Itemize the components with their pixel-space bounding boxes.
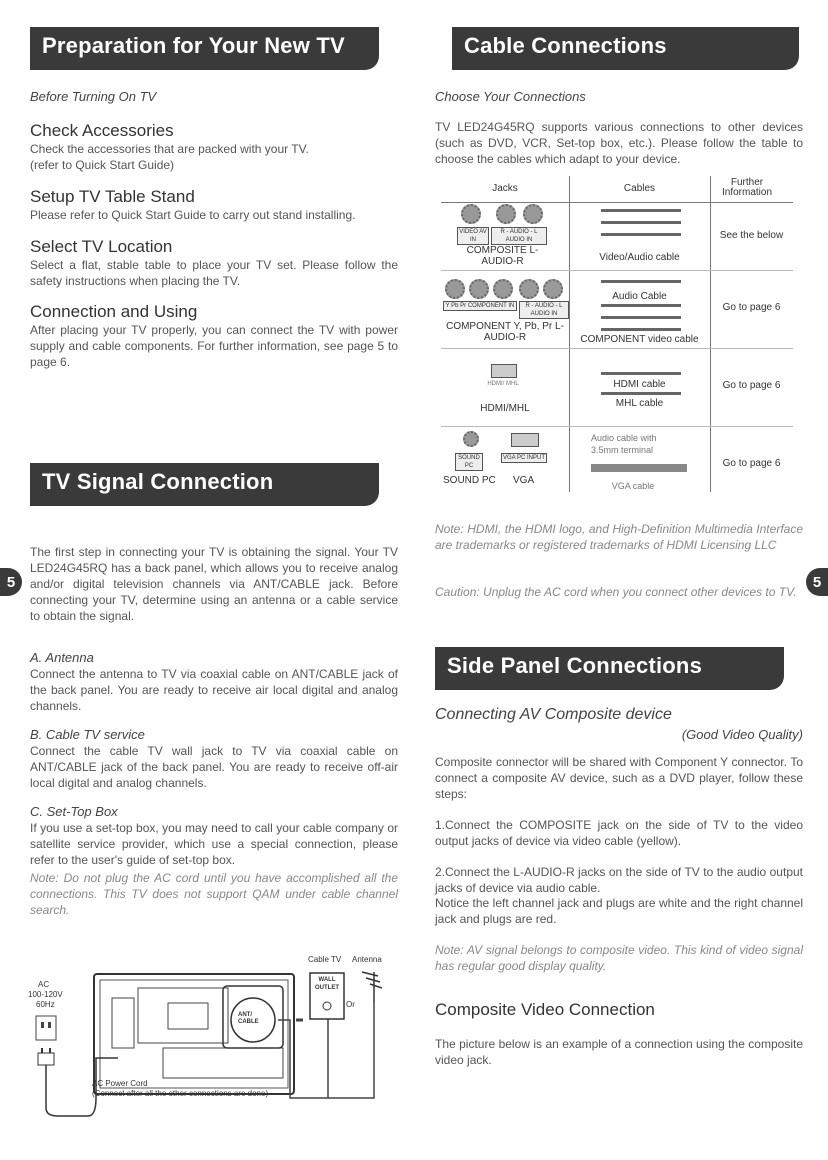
- audio-35-cable-label: Audio cable with 3.5mm terminal: [591, 433, 657, 455]
- audio-in-label: R - AUDIO - L AUDIO IN: [519, 301, 569, 319]
- r3-info: Go to page 6: [722, 380, 781, 391]
- composite-label: COMPOSITE L-AUDIO-R: [466, 245, 539, 267]
- sound-pc-port-label: SOUND PC: [455, 453, 483, 471]
- antenna-title: A. Antenna: [30, 650, 94, 665]
- or-label: Or: [346, 1000, 355, 1009]
- stand-title: Setup TV Table Stand: [30, 187, 195, 206]
- audio-cable-icon: [601, 221, 681, 224]
- video-cable-icon: [601, 209, 681, 212]
- header-further: Further Information: [721, 177, 773, 198]
- audio-cable-icon: [601, 233, 681, 236]
- pb-jack-icon: [469, 279, 489, 299]
- audio-r-jack-icon: [543, 279, 563, 299]
- stand-text: Please refer to Quick Start Guide to carry out stand installing.: [30, 208, 356, 222]
- av-intro-text: Composite connector will be shared with Component Y connector. To connect a composite AV device, such as a DVD player, follow these steps:: [435, 755, 803, 801]
- sound-pc-label: SOUND PC: [443, 475, 496, 486]
- row-divider: [441, 270, 793, 271]
- header-jacks: Jacks: [492, 183, 518, 194]
- hdmi-label: HDMI/MHL: [480, 403, 530, 414]
- step-2-notice: Notice the left channel jack and plugs are white and the right channel jack and plugs are red.: [435, 896, 803, 926]
- check-accessories-text: Check the accessories that are packed with your TV. (refer to Quick Start Guide): [30, 142, 309, 172]
- mhl-cable-label: MHL cable: [615, 398, 664, 409]
- r1-info: See the below: [719, 230, 784, 241]
- table-divider: [710, 176, 711, 492]
- cable-service-title: B. Cable TV service: [30, 727, 145, 742]
- wall-outlet-label: WALL OUTLET: [315, 977, 339, 991]
- banner-signal: TV Signal Connection: [30, 463, 379, 506]
- vga-cable-label: VGA cable: [611, 481, 655, 491]
- video-audio-cable-label: Video/Audio cable: [599, 252, 680, 263]
- vga-cable-icon: [591, 464, 687, 472]
- cable-service-text: Connect the cable TV wall jack to TV via coaxial cable on ANT/CABLE jack of the back panel. You are ready to receive off-air local digital and analog channels.: [30, 744, 398, 790]
- page-tab-left: 5: [0, 568, 22, 596]
- composite-video-title: Composite Video Connection: [435, 1000, 655, 1019]
- location-title: Select TV Location: [30, 237, 173, 256]
- hdmi-cable-label: HDMI cable: [613, 379, 666, 390]
- vga-label: VGA: [513, 475, 535, 486]
- audio-r-jack-icon: [523, 204, 543, 224]
- check-accessories-title: Check Accessories: [30, 121, 174, 140]
- cable-tv-label: Cable TV: [308, 955, 342, 964]
- ac-cord-label: AC Power Cord: [92, 1079, 148, 1088]
- before-turning-on: Before Turning On TV: [30, 89, 157, 104]
- banner-preparation: Preparation for Your New TV: [30, 27, 379, 70]
- audio-l-jack-icon: [496, 204, 516, 224]
- vga-port-label: VGA PC INPUT: [502, 455, 545, 461]
- hdmi-port-label: HDMI/ MHL: [487, 381, 519, 387]
- header-cables: Cables: [623, 183, 656, 194]
- ac-cord-note: (Connect after all the other connections are done): [92, 1089, 269, 1098]
- antenna-text: Connect the antenna to TV via coaxial cable on ANT/CABLE jack of the back panel. You are ready to receive air local digital and analog channels.: [30, 667, 398, 713]
- settop-note: Note: Do not plug the AC cord until you have accomplished all the connections. This TV does not support QAM under cable channel search.: [30, 871, 398, 917]
- component-in-label: Y Pb Pr COMPONENT IN: [443, 301, 517, 311]
- step-1-text: 1.Connect the COMPOSITE jack on the side of TV to the video output jacks of device via video cable (yellow).: [435, 818, 803, 848]
- pr-jack-icon: [493, 279, 513, 299]
- signal-text: The first step in connecting your TV is obtaining the signal. Your TV LED24G45RQ has a back panel, which allows you to receive analog and/or digital television channels via ANT/CABLE jack. Before connecting your TV, determine using an antenna or a cable service to obtain the signal.: [30, 545, 398, 623]
- r2-info: Go to page 6: [722, 302, 781, 313]
- vga-port-icon: [511, 433, 539, 447]
- connection-title: Connection and Using: [30, 302, 198, 321]
- av-quality-label: (Good Video Quality): [681, 727, 803, 742]
- row-divider: [441, 348, 793, 349]
- av-composite-title: Connecting AV Composite device: [435, 706, 672, 723]
- mhl-cable-icon: [601, 392, 681, 395]
- component-label: COMPONENT Y, Pb, Pr L-AUDIO-R: [446, 321, 564, 343]
- hdmi-trademark-note: Note: HDMI, the HDMI logo, and High-Definition Multimedia Interface are trademarks or registered trademarks of HDMI Licensing LLC: [435, 522, 803, 552]
- sound-pc-jack-icon: [463, 431, 479, 447]
- connection-text: After placing your TV properly, you can connect the TV with power supply and cable components. For further information, see page 5 to page 6.: [30, 323, 398, 369]
- choose-text: TV LED24G45RQ supports various connections to other devices (such as DVD, VCR, Set-top box, etc.). Please follow the table to choose the cables which adapt to your device.: [435, 120, 803, 166]
- composite-video-text: The picture below is an example of a connection using the composite video jack.: [435, 1037, 803, 1067]
- y-jack-icon: [445, 279, 465, 299]
- video-jack-icon: [461, 204, 481, 224]
- page-tab-right: 5: [806, 568, 828, 596]
- hz-label: 60Hz: [36, 1000, 55, 1009]
- component-cable-label: COMPONENT video cable: [580, 334, 699, 345]
- choose-connections: Choose Your Connections: [435, 89, 586, 104]
- component-cable-icon: [601, 316, 681, 319]
- location-text: Select a flat, stable table to place your TV set. Please follow the safety instructions when placing the TV.: [30, 258, 398, 288]
- ant-cable-label: ANT/ CABLE: [238, 1012, 259, 1025]
- audio-cable-icon: [601, 280, 681, 283]
- hdmi-cable-icon: [601, 372, 681, 375]
- audio-l-jack-icon: [519, 279, 539, 299]
- av-in-label: VIDEO AV IN: [457, 227, 489, 245]
- connection-table: [441, 176, 793, 496]
- caution-note: Caution: Unplug the AC cord when you connect other devices to TV.: [435, 585, 797, 599]
- component-cable-icon: [601, 304, 681, 307]
- settop-title: C. Set-Top Box: [30, 804, 118, 819]
- r4-info: Go to page 6: [722, 458, 781, 469]
- av-signal-note: Note: AV signal belongs to composite video. This kind of video signal has regular good display quality.: [435, 943, 803, 973]
- settop-text: If you use a set-top box, you may need to call your cable company or satellite service provider, which use a special connection, please refer to the user's guide of set-top box.: [30, 821, 398, 867]
- banner-cable-connections: Cable Connections: [452, 27, 799, 70]
- hdmi-port-icon: [491, 364, 517, 378]
- connection-diagram: [28, 948, 408, 1123]
- voltage-label: 100-120V: [28, 990, 63, 999]
- audio-in-label: R - AUDIO - L AUDIO IN: [491, 227, 547, 245]
- audio-cable-label: Audio Cable: [612, 291, 667, 302]
- row-divider: [441, 426, 793, 427]
- step-2-text: 2.Connect the L-AUDIO-R jacks on the side of TV to the audio output jacks of device via audio cable.: [435, 865, 803, 895]
- ac-label: AC: [38, 980, 50, 989]
- banner-side-panel: Side Panel Connections: [435, 647, 784, 690]
- antenna-label: Antenna: [352, 955, 382, 964]
- component-cable-icon: [601, 328, 681, 331]
